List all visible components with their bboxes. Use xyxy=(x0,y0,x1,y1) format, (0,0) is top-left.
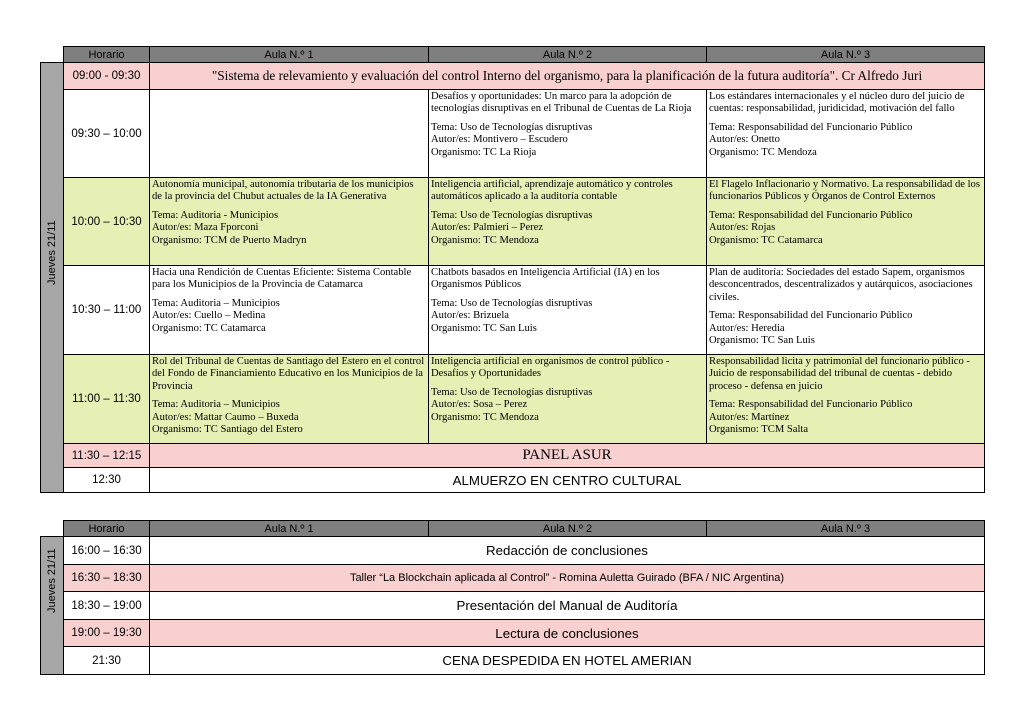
talk-topic: Tema: Responsabilidad del Funcionario Público xyxy=(709,209,913,221)
talk-cell-aula-2 xyxy=(429,178,707,266)
row-event: CENA DESPEDIDA EN HOTEL AMERIAN xyxy=(150,647,985,675)
lunch-title: ALMUERZO EN CENTRO CULTURAL xyxy=(150,468,985,493)
header-aula-3: Aula N.º 3 xyxy=(707,521,985,537)
row-event: Redacción de conclusiones xyxy=(150,537,985,565)
slot-time: 11:00 – 11:30 xyxy=(64,355,150,444)
talk-title: El Flagelo Inflacionario y Normativo. La responsabilidad de los funcionarios Públicos y Órganos de Control Externos xyxy=(709,179,980,203)
talk-authors: Autor/es: Maza Fporconi xyxy=(152,222,259,234)
talk-title: Plan de auditoría: Sociedades del estado Sapem, organismos desconcentrados, descentralizados y autárquicos, asociaciones civiles. xyxy=(709,267,973,303)
row-event: Presentación del Manual de Auditoría xyxy=(150,592,985,620)
talk-authors: Autor/es: Mattar Caumo – Buxeda xyxy=(152,411,299,423)
talk-organism: Organismo: TC Catamarca xyxy=(709,234,823,246)
talk-cell-aula-1 xyxy=(150,90,429,178)
talk-organism: Organismo: TC La Rioja xyxy=(431,146,537,158)
talk-topic: Tema: Uso de Tecnologías disruptivas xyxy=(431,386,593,398)
slot-time: 09:30 – 10:00 xyxy=(64,90,150,178)
header-aula-3: Aula N.º 3 xyxy=(707,47,985,63)
panel-title: PANEL ASUR xyxy=(150,444,985,468)
talk-topic: Tema: Auditoria – Municipios xyxy=(152,297,280,309)
slot-time: 10:00 – 10:30 xyxy=(64,178,150,266)
talk-organism: Organismo: TC San Luis xyxy=(709,335,815,347)
talk-title: Rol del Tribunal de Cuentas de Santiago del Estero en el control del Fondo de Financiamiento Educativo en los Municipios de la Provincia xyxy=(152,356,425,392)
panel-time: 11:30 – 12:15 xyxy=(64,444,150,468)
header-aula-1: Aula N.º 1 xyxy=(150,47,429,63)
afternoon-schedule xyxy=(40,520,985,675)
row-time: 19:00 – 19:30 xyxy=(64,620,150,647)
opening-talk: "Sistema de relevamiento y evaluación del control Interno del organismo, para la planificación de la futura auditoría". Cr Alfredo Juri xyxy=(150,63,985,90)
talk-organism: Organismo: TC Mendoza xyxy=(431,234,539,246)
talk-organism: Organismo: TCM de Puerto Madryn xyxy=(152,234,307,246)
talk-topic: Tema: Uso de Tecnologías disruptivas xyxy=(431,209,593,221)
row-time: 16:00 – 16:30 xyxy=(64,537,150,565)
header-horario: Horario xyxy=(64,47,150,63)
day-label: Jueves 21/11 xyxy=(41,63,64,493)
talk-cell-aula-3 xyxy=(707,178,985,266)
talk-topic: Tema: Responsabilidad del Funcionario Público xyxy=(709,121,913,133)
talk-authors: Autor/es: Sosa – Perez xyxy=(431,399,528,411)
row-time: 18:30 – 19:00 xyxy=(64,592,150,620)
header-aula-2: Aula N.º 2 xyxy=(429,47,707,63)
talk-authors: Autor/es: Onetto xyxy=(709,134,780,146)
talk-topic: Tema: Responsabilidad del Funcionario Público xyxy=(709,399,913,411)
talk-cell-aula-3 xyxy=(707,90,985,178)
talk-authors: Autor/es: Martínez xyxy=(709,411,790,423)
talk-authors: Autor/es: Montivero – Escudero xyxy=(431,134,568,146)
talk-title: Desafíos y oportunidades: Un marco para la adopción de tecnologías disruptivas en el Tribunal de Cuentas de La Rioja xyxy=(431,91,692,115)
talk-title: Autonomía municipal, autonomía tributaria de los municipios de la provincia del Chubut actuales de la IA Generativa xyxy=(152,179,414,203)
talk-authors: Autor/es: Heredia xyxy=(709,322,785,334)
talk-cell-aula-1 xyxy=(150,355,429,444)
talk-title: Inteligencia artificial, aprendizaje automático y controles automáticos aplicado a la auditoría contable xyxy=(431,179,673,203)
row-time: 21:30 xyxy=(64,647,150,675)
row-time: 16:30 – 18:30 xyxy=(64,565,150,592)
talk-authors: Autor/es: Palmieri – Perez xyxy=(431,222,544,234)
talk-cell-aula-3 xyxy=(707,266,985,355)
row-event: Lectura de conclusiones xyxy=(150,620,985,647)
talk-topic: Tema: Uso de Tecnologías disruptivas xyxy=(431,121,593,133)
row-event: Taller “La Blockchain aplicada al Control” - Romina Auletta Guirado (BFA / NIC Argentina) xyxy=(150,565,985,592)
header-aula-2: Aula N.º 2 xyxy=(429,521,707,537)
talk-authors: Autor/es: Rojas xyxy=(709,222,776,234)
slot-time: 10:30 – 11:00 xyxy=(64,266,150,355)
talk-title: Los estándares internacionales y el núcleo duro del juicio de cuentas: responsabilidad, juridicidad, motivación del fallo xyxy=(709,91,965,115)
opening-time: 09:00 - 09:30 xyxy=(64,63,150,90)
talk-cell-aula-2 xyxy=(429,355,707,444)
talk-title: Hacia una Rendición de Cuentas Eficiente: Sistema Contable para los Municipios de la Provincia de Catamarca xyxy=(152,267,412,291)
header-aula-1: Aula N.º 1 xyxy=(150,521,429,537)
header-horario: Horario xyxy=(64,521,150,537)
talk-organism: Organismo: TC Mendoza xyxy=(709,146,817,158)
talk-cell-aula-2 xyxy=(429,90,707,178)
talk-organism: Organismo: TC Santiago del Estero xyxy=(152,424,303,436)
talk-authors: Autor/es: Cuello – Medina xyxy=(152,310,266,322)
talk-title: Inteligencia artificial en organismos de control público - Desafíos y Oportunidades xyxy=(431,356,670,380)
morning-schedule xyxy=(40,46,985,493)
talk-organism: Organismo: TC Catamarca xyxy=(152,322,266,334)
talk-title: Chatbots basados en Inteligencia Artificial (IA) en los Organismos Públicos xyxy=(431,267,660,291)
talk-cell-aula-2 xyxy=(429,266,707,355)
talk-cell-aula-1 xyxy=(150,178,429,266)
talk-organism: Organismo: TC San Luis xyxy=(431,322,537,334)
lunch-time: 12:30 xyxy=(64,468,150,493)
talk-organism: Organismo: TC Mendoza xyxy=(431,411,539,423)
talk-topic: Tema: Uso de Tecnologías disruptivas xyxy=(431,297,593,309)
talk-organism: Organismo: TCM Salta xyxy=(709,424,809,436)
talk-topic: Tema: Responsabilidad del Funcionario Público xyxy=(709,310,913,322)
day-label: Jueves 21/11 xyxy=(41,537,64,675)
talk-title: Responsabilidad licita y patrimonial del funcionario público -Juicio de responsabilidad del tribunal de cuentas - debido proceso - defensa en juicio xyxy=(709,356,970,392)
talk-topic: Tema: Auditoria – Municipios xyxy=(152,399,280,411)
talk-cell-aula-1 xyxy=(150,266,429,355)
talk-topic: Tema: Auditoria - Municipios xyxy=(152,209,279,221)
talk-cell-aula-3 xyxy=(707,355,985,444)
talk-authors: Autor/es: Brizuela xyxy=(431,310,509,322)
